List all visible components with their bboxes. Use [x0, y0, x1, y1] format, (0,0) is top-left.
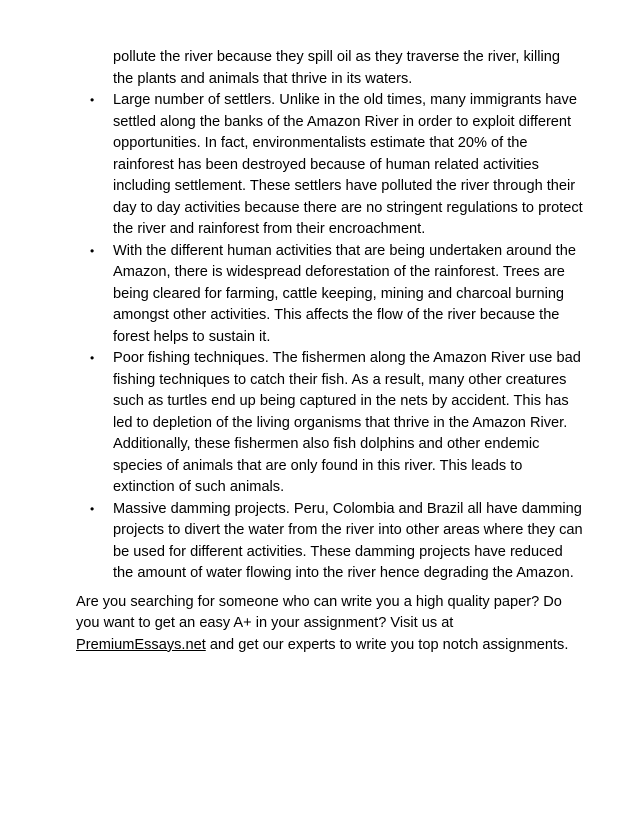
bullet-item-damming	[76, 499, 584, 585]
bullet-text: Massive damming projects. Peru, Colombia and Brazil all have damming projects to divert the water from the river into other areas where they can be used for different activities. These damming projects have reduced the amount of water flowing into the river hence degrading the Amazon.	[113, 500, 583, 581]
bullet-text: With the different human activities that are being undertaken around the Amazon, there is widespread deforestation of the rainforest. Trees are being cleared for farming, cattle keeping, mining and charcoal burning amongst other activities. This affects the flow of the river because the forest helps to sustain it.	[113, 242, 576, 345]
bullet-icon: •	[90, 93, 95, 107]
bullet-list	[76, 90, 584, 585]
bullet-icon: •	[90, 351, 95, 365]
bullet-icon: •	[90, 501, 95, 516]
bullet-icon: •	[90, 243, 95, 258]
premiumessays-link[interactable]: PremiumEssays.net	[76, 636, 206, 653]
bullet-item-fishing	[76, 348, 584, 499]
bullet-item-deforestation	[76, 241, 584, 349]
bullet-text: Large number of settlers. Unlike in the old times, many immigrants have settled along the banks of the Amazon River in order to exploit different opportunities. In fact, environmentalists estimate that 20% of the rainforest has been destroyed because of human related activities including settlement. These settlers have polluted the river through their day to day activities because there are no stringent regulations to protect the river and rainforest from their encroachment.	[113, 92, 583, 237]
closing-text-before-link: Are you searching for someone who can write you a high quality paper? Do you want to get an easy A+ in your assignment? Visit us at	[76, 593, 562, 631]
closing-paragraph	[76, 592, 584, 657]
continuation-paragraph: pollute the river because they spill oil as they traverse the river, killing the plants and animals that thrive in its waters.	[113, 49, 560, 87]
closing-text-after-link: and get our experts to write you top notch assignments.	[205, 636, 569, 653]
bullet-item-settlers	[76, 90, 584, 241]
bullet-text: Poor fishing techniques. The fishermen along the Amazon River use bad fishing techniques to catch their fish. As a result, many other creatures such as turtles end up being captured in the nets by accident. This has led to depletion of the living organisms that thrive in the Amazon River. Additionally, these fishermen also fish dolphins and other endemic species of animals that are only found in this river. This leads to extinction of such animals.	[113, 350, 581, 495]
